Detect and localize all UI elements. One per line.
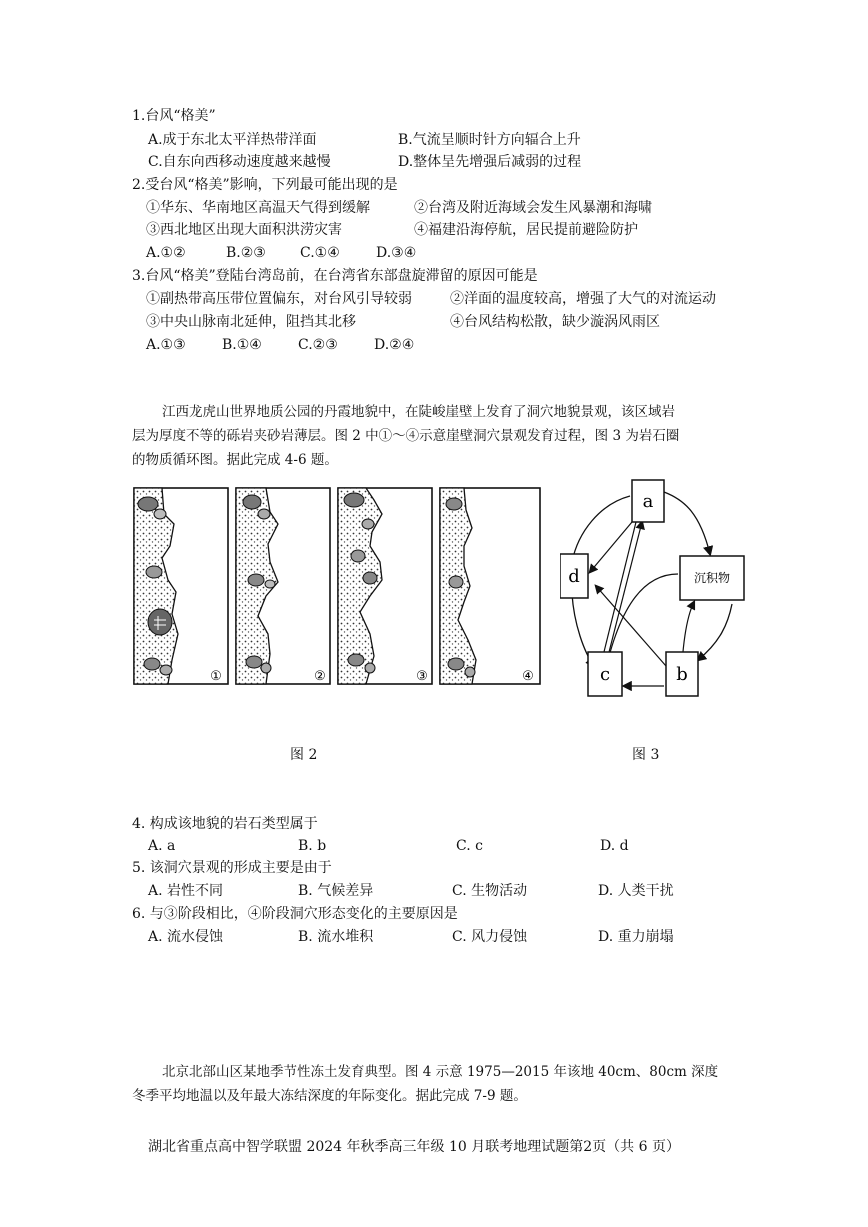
q1-option-c: C.自东向西移动速度越来越慢 <box>148 154 331 170</box>
passage2-line2: 冬季平均地温以及年最大冻结深度的年际变化。据此完成 7-9 题。 <box>132 1088 527 1104</box>
figure2-panel-label-4: ④ <box>522 669 534 684</box>
q3-option-a: A.①③ <box>146 337 186 353</box>
figure2-caption: 图 2 <box>290 747 318 763</box>
q6-option-c: C. 风力侵蚀 <box>452 929 528 945</box>
q1-stem: 1.台风“格美” <box>132 108 216 124</box>
svg-text:沉积物: 沉积物 <box>693 571 731 585</box>
q6-option-b: B. 流水堆积 <box>298 929 374 945</box>
q3-item-2: ②洋面的温度较高，增强了大气的对流运动 <box>450 291 716 307</box>
q6-option-a: A. 流水侵蚀 <box>148 929 224 945</box>
q3-option-b: B.①④ <box>222 337 262 353</box>
q1-option-d: D.整体呈先增强后减弱的过程 <box>398 154 582 170</box>
rock-cycle-node-sediment <box>680 556 744 600</box>
figure2-panel-2 <box>236 488 330 684</box>
q4-option-b: B. b <box>298 838 327 854</box>
q5-option-d: D. 人类干扰 <box>598 883 674 899</box>
figure2-cliff-cave-diagram <box>130 484 550 690</box>
q4-option-a: A. a <box>148 838 176 854</box>
q3-stem: 3.台风“格美”登陆台湾岛前，在台湾省东部盘旋滞留的原因可能是 <box>132 268 538 284</box>
q2-option-c: C.①④ <box>300 245 340 261</box>
q2-option-d: D.③④ <box>376 245 417 261</box>
q5-stem: 5. 该洞穴景观的形成主要是由于 <box>132 860 332 876</box>
figure3-caption: 图 3 <box>632 747 660 763</box>
rock-cycle-node-c <box>588 652 622 696</box>
rock-cycle-node-d <box>560 554 588 598</box>
q2-item-2: ②台湾及附近海域会发生风暴潮和海啸 <box>414 200 652 216</box>
q5-option-c: C. 生物活动 <box>452 883 528 899</box>
rock-cycle-node-a <box>632 480 664 522</box>
q2-item-3: ③西北地区出现大面积洪涝灾害 <box>146 222 342 238</box>
q5-option-a: A. 岩性不同 <box>148 883 224 899</box>
q3-item-3: ③中央山脉南北延伸，阻挡其北移 <box>146 314 356 330</box>
figure2-panel-label-2: ② <box>314 669 326 684</box>
svg-text:d: d <box>568 566 580 587</box>
svg-text:b: b <box>676 664 688 685</box>
page-footer: 湖北省重点高中智学联盟 2024 年秋季高三年级 10 月联考地理试题第2页（共 6 页） <box>148 1139 680 1155</box>
q6-stem: 6. 与③阶段相比，④阶段洞穴形态变化的主要原因是 <box>132 906 458 922</box>
q2-option-b: B.②③ <box>226 245 266 261</box>
q3-option-d: D.②④ <box>374 337 415 353</box>
q4-option-d: D. d <box>600 838 629 854</box>
q3-item-4: ④台风结构松散，缺少漩涡风雨区 <box>450 314 660 330</box>
svg-text:a: a <box>642 491 654 512</box>
rock-cycle-node-b <box>666 652 698 696</box>
svg-text:c: c <box>599 664 611 685</box>
q2-item-4: ④福建沿海停航，居民提前避险防护 <box>414 222 638 238</box>
q2-option-a: A.①② <box>146 245 186 261</box>
q6-option-d: D. 重力崩塌 <box>598 929 674 945</box>
q1-option-a: A.成于东北太平洋热带洋面 <box>148 132 317 148</box>
q5-option-b: B. 气候差异 <box>298 883 374 899</box>
figure2-panel-4 <box>440 488 540 684</box>
q3-option-c: C.②③ <box>298 337 338 353</box>
passage2-line1: 北京北部山区某地季节性冻土发育典型。图 4 示意 1975—2015 年该地 40cm、80cm 深度 <box>162 1064 719 1080</box>
figure3-rock-cycle-diagram <box>560 474 760 704</box>
passage1-line2: 层为厚度不等的砾岩夹砂岩薄层。图 2 中①～④示意崖壁洞穴景观发育过程，图 3 为岩石圈 <box>132 428 680 444</box>
figure2-panel-3 <box>338 488 432 684</box>
q2-item-1: ①华东、华南地区高温天气得到缓解 <box>146 200 370 216</box>
q3-item-1: ①副热带高压带位置偏东，对台风引导较弱 <box>146 291 412 307</box>
figure2-panel-1 <box>134 488 228 684</box>
q1-option-b: B.气流呈顺时针方向辐合上升 <box>398 132 581 148</box>
q4-stem: 4. 构成该地貌的岩石类型属于 <box>132 816 318 832</box>
q4-option-c: C. c <box>456 838 483 854</box>
q2-stem: 2.受台风“格美”影响，下列最可能出现的是 <box>132 177 398 193</box>
passage1-line3: 的物质循环图。据此完成 4-6 题。 <box>132 452 338 468</box>
passage1-line1: 江西龙虎山世界地质公园的丹霞地貌中，在陡峻崖壁上发育了洞穴地貌景观，该区域岩 <box>162 404 675 420</box>
figure2-panel-label-1: ① <box>210 669 222 684</box>
figure2-panel-label-3: ③ <box>416 669 428 684</box>
